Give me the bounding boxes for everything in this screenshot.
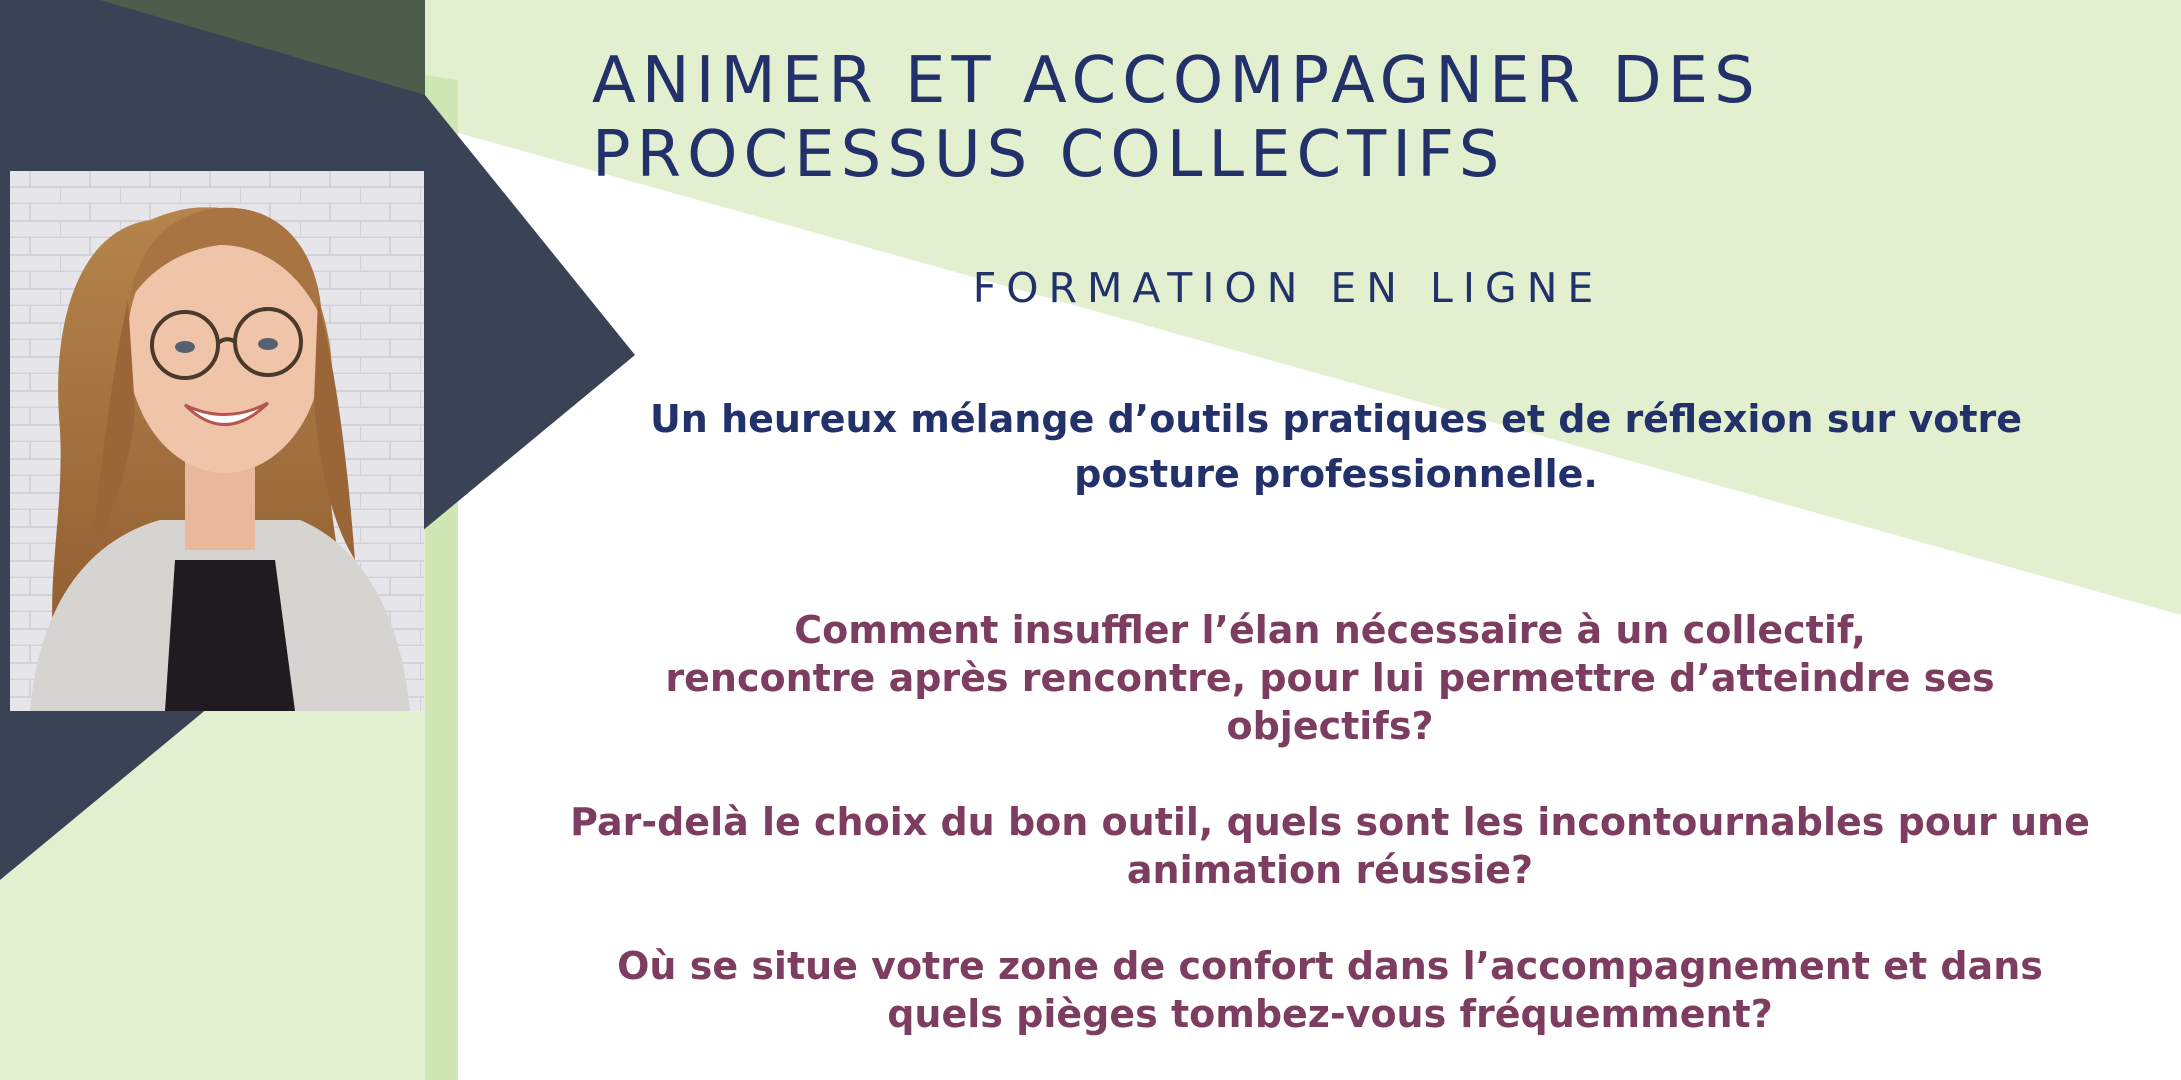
question-2 <box>490 798 2170 894</box>
question-3 <box>490 942 2170 1038</box>
title-line-2: PROCESSUS COLLECTIFS <box>592 118 1506 192</box>
page-title <box>592 44 1992 192</box>
question-1-line-2: rencontre après rencontre, pour lui permettre d’atteindre ses <box>665 656 1995 700</box>
tagline-line-1: Un heureux mélange d’outils pratiques et de réflexion sur votre <box>649 397 2023 441</box>
question-3-line-1: Où se situe votre zone de confort dans l’accompagnement et dans <box>617 944 2043 988</box>
title-line-1: ANIMER ET ACCOMPAGNER DES <box>592 44 1761 118</box>
tagline <box>520 392 2152 502</box>
question-1 <box>490 606 2170 750</box>
question-2-line-2: animation réussie? <box>1126 848 1534 892</box>
page-subtitle: FORMATION EN LIGNE <box>972 264 1604 312</box>
question-1-line-3: objectifs? <box>1226 704 1434 748</box>
question-2-line-1: Par-delà le choix du bon outil, quels sont les incontournables pour une <box>570 800 2090 844</box>
question-1-line-1: Comment insuffler l’élan nécessaire à un collectif, <box>794 608 1866 652</box>
portrait-photo <box>10 171 424 711</box>
question-3-line-2: quels pièges tombez-vous fréquemment? <box>887 992 1773 1036</box>
tagline-line-2: posture professionnelle. <box>1074 452 1598 496</box>
